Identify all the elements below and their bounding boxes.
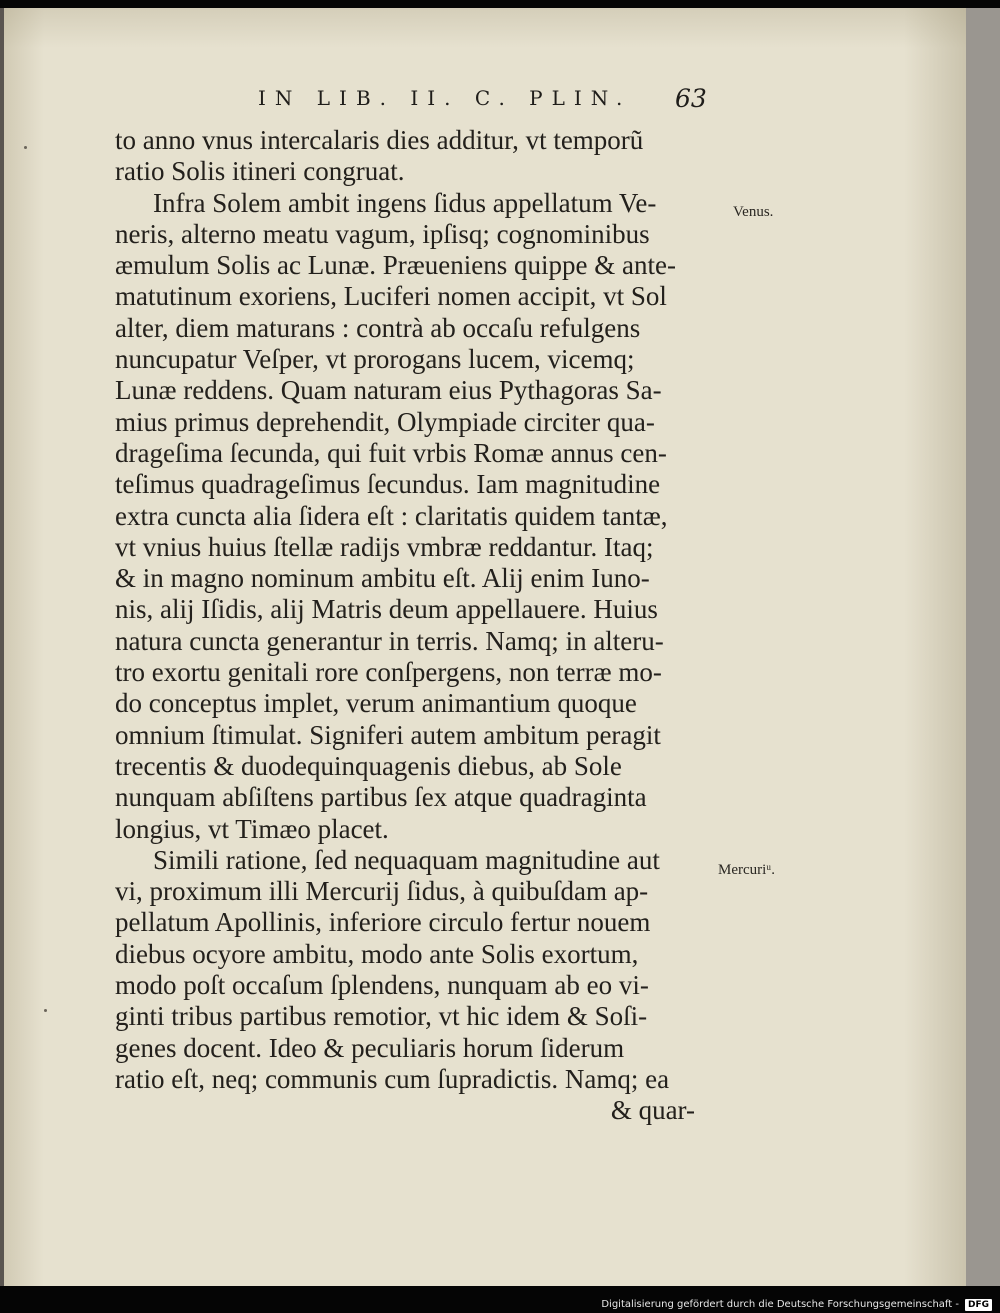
digitization-credit	[600, 1296, 1000, 1313]
text-line: tro exortu genitali rore conſpergens, non terræ mo-	[115, 657, 662, 688]
paragraph-start-line: Infra Solem ambit ingens ſidus appellatum Ve-	[153, 187, 657, 218]
text-line: modo poſt occaſum ſplendens, nunquam ab eo vi-	[115, 970, 649, 1001]
text-line: nis, alij Iſidis, alij Matris deum appellauere. Huius	[115, 594, 658, 625]
text-line: vi, proximum illi Mercurij ſidus, à quibuſdam ap-	[115, 876, 649, 907]
text-line: alter, diem maturans : contrà ab occaſu refulgens	[115, 312, 641, 343]
paragraph-start-line: Simili ratione, ſed nequaquam magnitudine aut	[153, 844, 660, 875]
page-right-edge	[966, 8, 1000, 1286]
text-line: omnium ſtimulat. Signiferi autem ambitum peragit	[115, 719, 661, 750]
catchword-line: & quar-	[610, 1095, 695, 1126]
text-line: ratio Solis itineri congruat.	[115, 156, 405, 187]
marginal-note-mercurius: Mercuriᵘ.	[718, 862, 775, 878]
text-line: æmulum Solis ac Lunæ. Præueniens quippe & ante-	[115, 250, 676, 281]
text-line: vt vnius huius ſtellæ radijs vmbræ reddantur. Itaq;	[115, 531, 654, 562]
text-line: natura cuncta generantur in terris. Namq; in alteru-	[115, 625, 664, 656]
running-head: IN LIB. II. C. PLIN.	[258, 86, 632, 110]
marginal-note-venus: Venus.	[733, 204, 774, 220]
text-line: nuncupatur Veſper, vt prorogans lucem, vicemq;	[115, 344, 635, 375]
text-line: Lunæ reddens. Quam naturam eius Pythagoras Sa-	[115, 375, 662, 406]
text-line: drageſima ſecunda, qui fuit vrbis Romæ annus cen-	[115, 437, 667, 468]
text-line: genes docent. Ideo & peculiaris horum ſiderum	[115, 1032, 625, 1063]
text-line: longius, vt Timæo placet.	[115, 813, 389, 844]
text-line: pellatum Apollinis, inferiore circulo fertur nouem	[115, 907, 651, 938]
text-line: matutinum exoriens, Luciferi nomen accipit, vt Sol	[115, 281, 667, 312]
text-line: ratio eſt, neq; communis cum ſupradictis. Namq; ea	[115, 1063, 670, 1094]
text-line: & in magno nominum ambitu eſt. Alij enim Iuno-	[115, 563, 650, 594]
text-line: nunquam abſiſtens partibus ſex atque quadraginta	[115, 782, 647, 813]
text-line: extra cuncta alia ſidera eſt : claritatis quidem tantæ,	[115, 500, 668, 531]
paper-speck	[24, 146, 27, 149]
text-line: mius primus deprehendit, Olympiade circiter qua-	[115, 406, 655, 437]
text-line: teſimus quadrageſimus ſecundus. Iam magnitudine	[115, 469, 661, 500]
text-line: do conceptus implet, verum animantium quoque	[115, 688, 637, 719]
text-line: ginti tribus partibus remotior, vt hic idem & Soſi-	[115, 1001, 648, 1032]
text-line: neris, alterno meatu vagum, ipſisq; cognominibus	[115, 218, 650, 249]
paper-speck	[44, 1009, 47, 1012]
funding-credit-text: Digitalisierung gefördert durch die Deutsche Forschungsgemeinschaft -	[601, 1299, 959, 1310]
body-text	[115, 125, 715, 1127]
text-line: trecentis & duodequinquagenis diebus, ab Sole	[115, 750, 622, 781]
text-line: to anno vnus intercalaris dies additur, vt temporũ	[115, 125, 644, 155]
page-number: 63	[675, 84, 707, 113]
text-line: diebus ocyore ambitu, modo ante Solis exortum,	[115, 938, 639, 969]
dfg-logo-icon: DFG	[965, 1299, 992, 1311]
